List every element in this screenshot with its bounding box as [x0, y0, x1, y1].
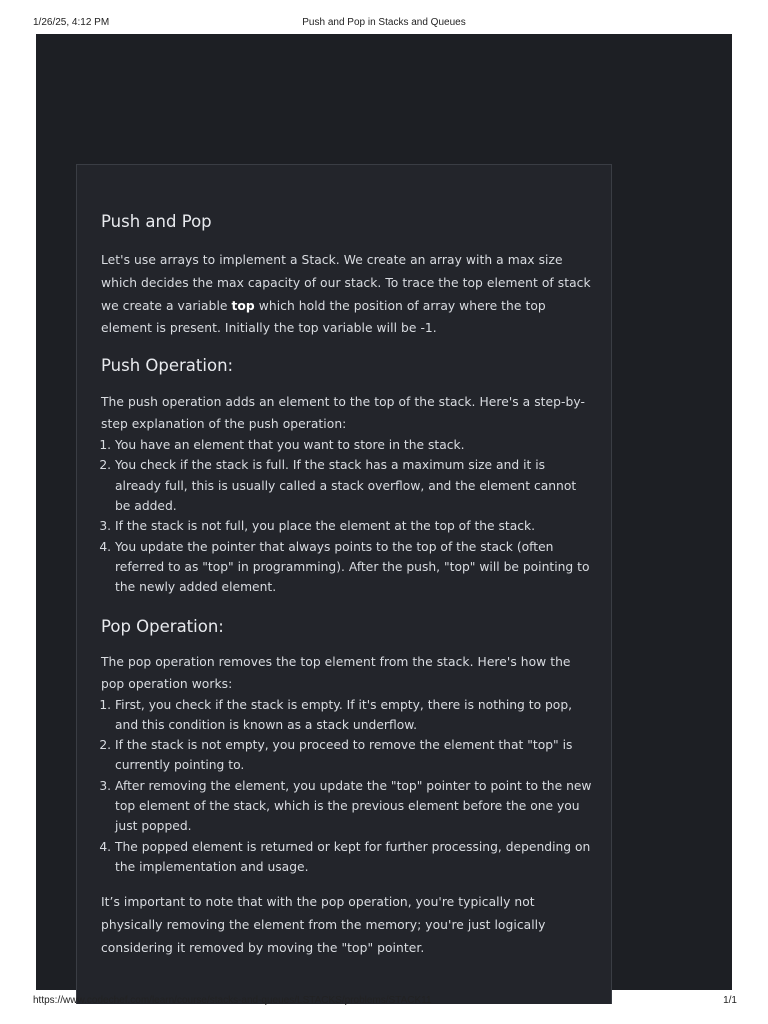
list-item: 2. You check if the stack is full. If the stack has a maximum size and it is already full, this is usually called a stack overflow, and the element cannot be added. — [115, 455, 593, 516]
intro-text-end: which hold the position of array where the top element is present. Initially the top variable will be -1. — [101, 298, 546, 336]
push-heading: Push Operation: — [101, 356, 234, 376]
print-datetime: 1/26/25, 4:12 PM — [33, 17, 110, 28]
article-heading: Push and Pop — [101, 212, 212, 231]
list-item: 4. The popped element is returned or kept for further processing, depending on the implementation and usage. — [115, 837, 593, 878]
list-item: 1. You have an element that you want to store in the stack. — [115, 435, 593, 455]
intro-bold-term: top — [231, 298, 255, 313]
list-item: 3. After removing the element, you update the "top" pointer to point to the new top element of the stack, which is the previous element before the one you just popped. — [115, 776, 593, 837]
list-item: 2. If the stack is not empty, you proceed to remove the element that "top" is currently pointing to. — [115, 735, 593, 776]
list-item: 1. First, you check if the stack is empty. If it's empty, there is nothing to pop, and this condition is known as a stack underflow. — [115, 695, 593, 736]
intro-paragraph — [101, 249, 593, 340]
article-card — [76, 164, 612, 1004]
print-page-number: 1/1 — [723, 995, 737, 1006]
pop-note: It’s important to note that with the pop operation, you're typically not physically removing the element from the memory; you're just logically considering it removed by moving the "top" pointer. — [101, 895, 546, 955]
list-item: 4. You update the pointer that always points to the top of the stack (often referred to as "top" in programming). After the push, "top" will be pointing to the newly added element. — [115, 537, 593, 598]
article-content — [101, 209, 593, 960]
pop-intro: The pop operation removes the top element from the stack. Here's how the pop operation works: — [101, 654, 571, 691]
print-footer — [0, 990, 768, 1024]
list-item: 3. If the stack is not full, you place the element at the top of the stack. — [115, 516, 593, 536]
intro-text-start: Let's use arrays to implement a Stack. We create an array with a max size which decides the max capacity of our stack. To trace the top element of stack we create a variable — [101, 253, 591, 313]
pop-heading: Pop Operation: — [101, 616, 224, 636]
push-steps-list — [101, 435, 593, 597]
pop-steps-list — [101, 695, 593, 878]
push-intro: The push operation adds an element to the top of the stack. Here's a step-by-step explanation of the push operation: — [101, 395, 585, 432]
print-header — [0, 0, 768, 34]
print-url: https://www.codechef.com/learn/course/stacks-and-queues/LSTACKS/problems/STACK11 — [33, 995, 432, 1006]
print-page-title: Push and Pop in Stacks and Queues — [302, 17, 466, 28]
